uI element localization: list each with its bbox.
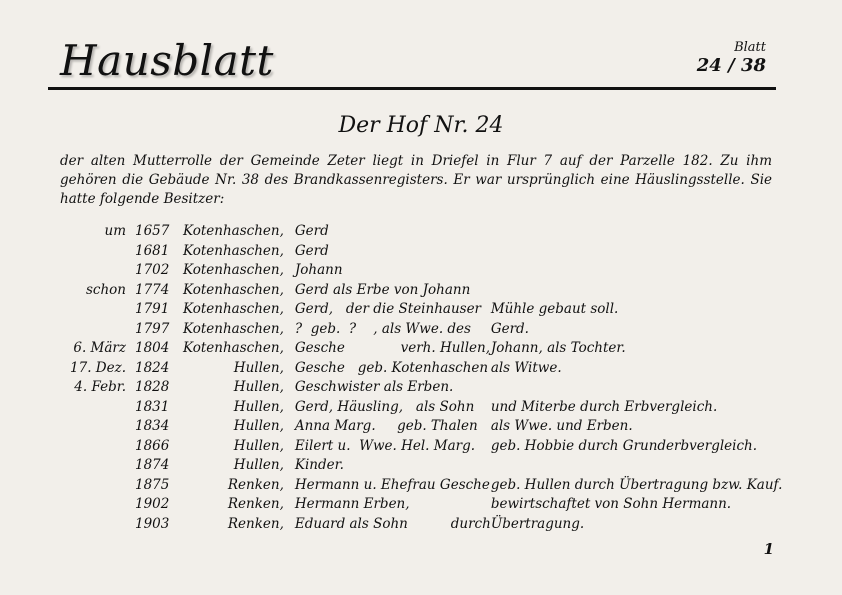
entry-remark: geb. Hullen durch Übertragung bzw. Kauf. [490, 476, 783, 493]
section-title: Der Hof Nr. 24 [338, 113, 504, 138]
entry-owner-surname: Kotenhaschen, [183, 281, 284, 298]
entry-year: 1797 [135, 320, 170, 337]
entry-owner-surname: Kotenhaschen, [183, 301, 284, 317]
entry-date-prefix: um [104, 223, 126, 239]
owner-row [60, 476, 782, 496]
entry-owner-surname: Hullen, [233, 437, 284, 454]
entry-remark: Johann, als Tochter. [490, 340, 626, 356]
entry-owner-surname: Renken, [227, 476, 284, 493]
sheet-number: 24 / 38 [696, 55, 766, 76]
owner-row [60, 398, 782, 418]
entry-detail: Hermann u. Ehefrau Gesche [294, 476, 490, 493]
owner-row [60, 242, 782, 262]
entry-date-prefix [60, 476, 135, 496]
entry-remark [491, 378, 783, 398]
sheet-label: Blatt [734, 40, 766, 55]
entry-year: 1831 [135, 398, 170, 415]
entry-remark [491, 242, 783, 262]
entry-detail: Eduard als Sohn durch [294, 515, 491, 532]
entry-date-prefix: 4. Febr. [74, 379, 126, 395]
entry-owner-surname: Kotenhaschen, [183, 340, 284, 356]
entry-year: 1824 [135, 359, 170, 376]
entry-owner-surname: Hullen, [233, 359, 284, 376]
owner-row [60, 281, 782, 301]
entry-owner-surname: Hullen, [233, 418, 284, 434]
entry-detail: Kinder. [294, 457, 344, 473]
entry-year: 1834 [135, 418, 170, 434]
owner-row [60, 320, 782, 340]
entry-date-prefix [60, 398, 135, 418]
entry-remark: Gerd. [490, 320, 529, 337]
entry-date-prefix [60, 300, 135, 320]
sheet-info [697, 40, 766, 77]
entry-date-prefix [60, 242, 135, 262]
entry-detail: Gerd, der die Steinhauser [294, 301, 482, 317]
entry-year: 1774 [135, 281, 170, 298]
entry-owner-surname: Hullen, [233, 398, 284, 415]
entry-date-prefix: schon [85, 281, 126, 298]
owner-row [60, 261, 782, 281]
entry-owner-surname: Kotenhaschen, [183, 223, 284, 239]
entry-detail: Gerd [294, 223, 329, 239]
entry-remark [491, 222, 783, 242]
entry-detail: Gerd, Häusling, als Sohn [294, 398, 475, 415]
entry-year: 1874 [135, 457, 170, 473]
entry-year: 1791 [135, 301, 170, 317]
owner-list [60, 222, 782, 534]
entry-date-prefix [60, 515, 135, 535]
entry-detail: Gerd [294, 242, 329, 259]
entry-date-prefix: 6. März [73, 340, 126, 356]
owner-row [60, 300, 782, 320]
entry-detail: Gesche verh. Hullen, [294, 340, 491, 356]
entry-detail: Geschwister als Erben. [294, 379, 454, 395]
intro-paragraph: der alten Mutterrolle der Gemeinde Zeter liegt in Driefel in Flur 7 auf der Parzelle 182. Zu ihm gehören die Gebäude Nr. 38 des Brandkassenregisters. Er war ursprünglich eine Häuslingsstelle. Sie hatte folgende Besitzer: [60, 153, 772, 207]
owner-row [60, 437, 782, 457]
entry-owner-surname: Kotenhaschen, [183, 242, 284, 259]
entry-remark [491, 261, 783, 281]
entry-year: 1903 [135, 515, 170, 532]
header-divider [48, 87, 776, 90]
owner-row [60, 456, 782, 476]
entry-remark: Übertragung. [490, 515, 585, 532]
entry-remark [491, 281, 783, 301]
entry-date-prefix [60, 437, 135, 457]
entry-detail: Johann [294, 262, 343, 278]
entry-remark: geb. Hobbie durch Grunderbvergleich. [490, 437, 758, 454]
entry-year: 1902 [135, 496, 170, 512]
entry-owner-surname: Kotenhaschen, [183, 262, 284, 278]
entry-date-prefix [60, 261, 135, 281]
owner-row [60, 378, 782, 398]
entry-detail: Eilert u. Wwe. Hel. Marg. [294, 437, 476, 454]
entry-year: 1702 [135, 262, 170, 278]
entry-detail: Anna Marg. geb. Thalen [294, 418, 478, 434]
owner-row [60, 495, 782, 515]
entry-remark: als Wwe. und Erben. [490, 418, 633, 434]
entry-year: 1875 [135, 476, 170, 493]
entry-year: 1804 [135, 340, 170, 356]
entry-remark: und Miterbe durch Erbvergleich. [490, 398, 718, 415]
entry-date-prefix [60, 495, 135, 515]
entry-detail: Hermann Erben, [294, 496, 410, 512]
page-title: Hausblatt [60, 36, 274, 85]
entry-detail: ? geb. ? , als Wwe. des [294, 320, 471, 337]
entry-year: 1828 [135, 379, 170, 395]
entry-owner-surname: Renken, [227, 515, 284, 532]
entry-remark [491, 456, 783, 476]
entry-year: 1681 [135, 242, 170, 259]
entry-detail: Gesche geb. Kotenhaschen [294, 359, 489, 376]
entry-owner-surname: Kotenhaschen, [183, 320, 284, 337]
owner-row [60, 339, 782, 359]
owner-row [60, 222, 782, 242]
entry-date-prefix [60, 320, 135, 340]
entry-date-prefix [60, 417, 135, 437]
entry-owner-surname: Hullen, [233, 457, 284, 473]
entry-owner-surname: Hullen, [233, 379, 284, 395]
entry-detail: Gerd als Erbe von Johann [294, 281, 471, 298]
entry-date-prefix [60, 456, 135, 476]
entry-year: 1657 [135, 223, 170, 239]
entry-date-prefix: 17. Dez. [70, 359, 126, 376]
entry-remark: bewirtschaftet von Sohn Hermann. [490, 496, 732, 512]
page-number: 1 [763, 540, 774, 558]
owner-row [60, 417, 782, 437]
entry-remark: Mühle gebaut soll. [490, 301, 619, 317]
owner-row [60, 515, 782, 535]
entry-remark: als Witwe. [490, 359, 562, 376]
entry-owner-surname: Renken, [227, 496, 284, 512]
entry-year: 1866 [135, 437, 170, 454]
owner-row [60, 359, 782, 379]
